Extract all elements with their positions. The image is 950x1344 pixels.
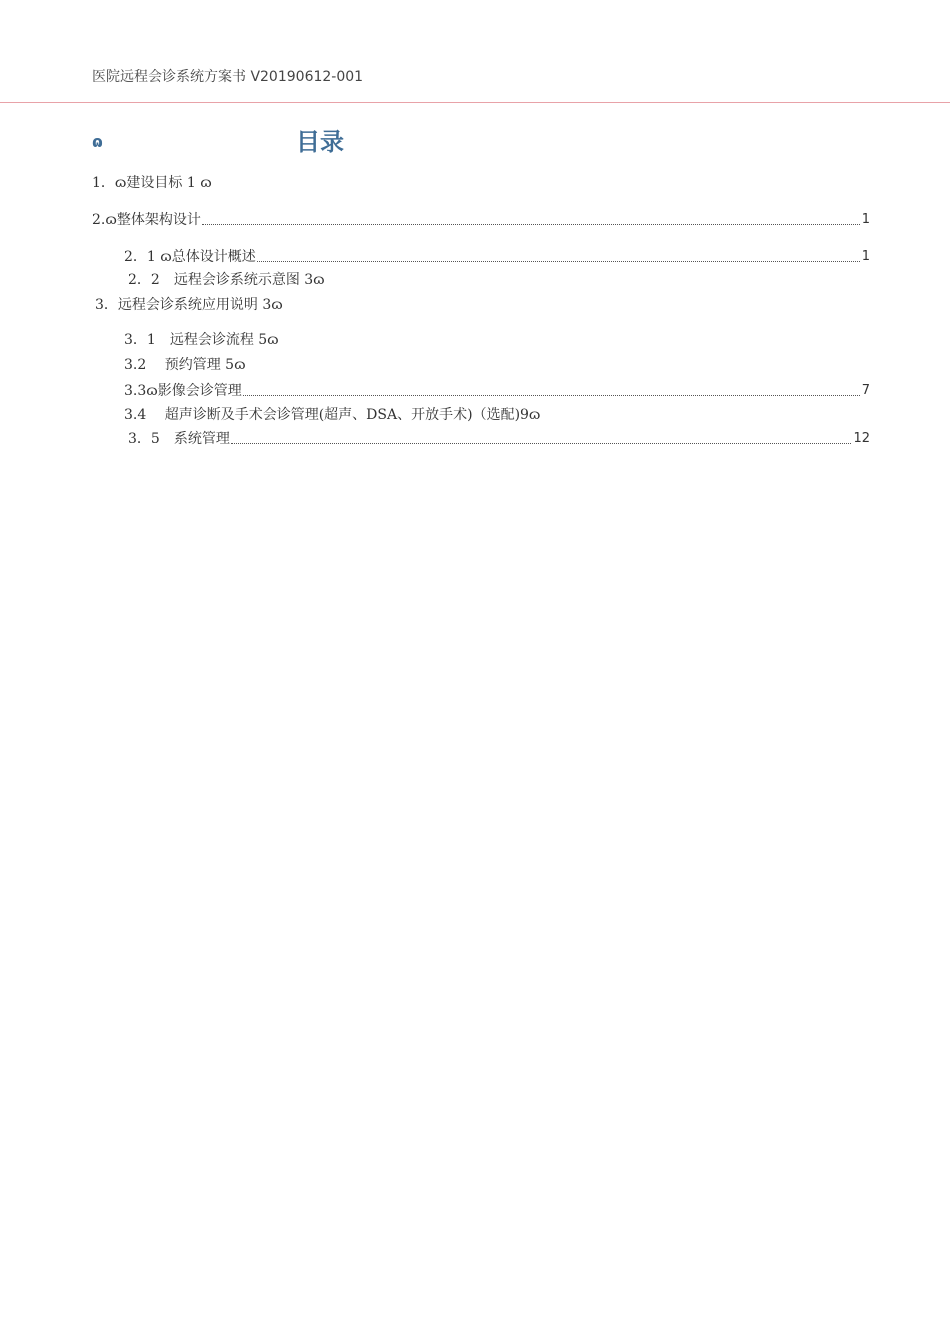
toc-entry-label: 3．1 远程会诊流程 5ɷ (124, 332, 279, 348)
toc-entry-label: 3.4 超声诊断及手术会诊管理(超声、DSA、开放手术)（选配)9ɷ (124, 407, 541, 423)
toc-entry-label: 2．1 ɷ总体设计概述 (124, 249, 256, 265)
paragraph-mark: ɷ (92, 132, 103, 151)
toc-entry-page: 7 (861, 383, 870, 398)
dot-leader (243, 395, 860, 396)
dot-leader (202, 224, 860, 225)
toc-entry-3-1[interactable] (124, 330, 279, 350)
document-header-title: 医院远程会诊系统方案书 V20190612-001 (92, 69, 364, 85)
toc-entry-3[interactable] (95, 295, 283, 315)
toc-entry-page: 1 (861, 249, 870, 264)
toc-entry-label: 2．2 远程会诊系统示意图 3ɷ (128, 272, 325, 288)
toc-entry-label: 1．ɷ建设目标 1 ɷ (92, 175, 212, 191)
toc-entry-3-3[interactable] (124, 381, 870, 401)
toc-entry-label: 2.ɷ整体架构设计 (92, 212, 201, 228)
toc-entry-1[interactable] (92, 173, 212, 193)
toc-entry-3-4[interactable] (124, 405, 540, 425)
toc-entry-3-5[interactable] (128, 429, 870, 449)
dot-leader (231, 443, 852, 444)
toc-entry-3-2[interactable] (124, 355, 246, 375)
toc-entry-page: 1 (861, 212, 870, 227)
toc-entry-2-1[interactable] (124, 247, 870, 267)
toc-entry-2-2[interactable] (128, 270, 325, 290)
toc-entry-2[interactable] (92, 210, 870, 230)
toc-entry-page: 12 (853, 431, 870, 446)
toc-entry-label: 3.2 预约管理 5ɷ (124, 357, 246, 373)
dot-leader (257, 261, 860, 262)
header-divider (0, 102, 950, 103)
toc-entry-label: 3．远程会诊系统应用说明 3ɷ (95, 297, 283, 313)
toc-entry-label: 3．5 系统管理 (128, 431, 230, 447)
toc-heading: 目录 (296, 128, 344, 156)
toc-entry-label: 3.3ɷ影像会诊管理 (124, 383, 242, 399)
